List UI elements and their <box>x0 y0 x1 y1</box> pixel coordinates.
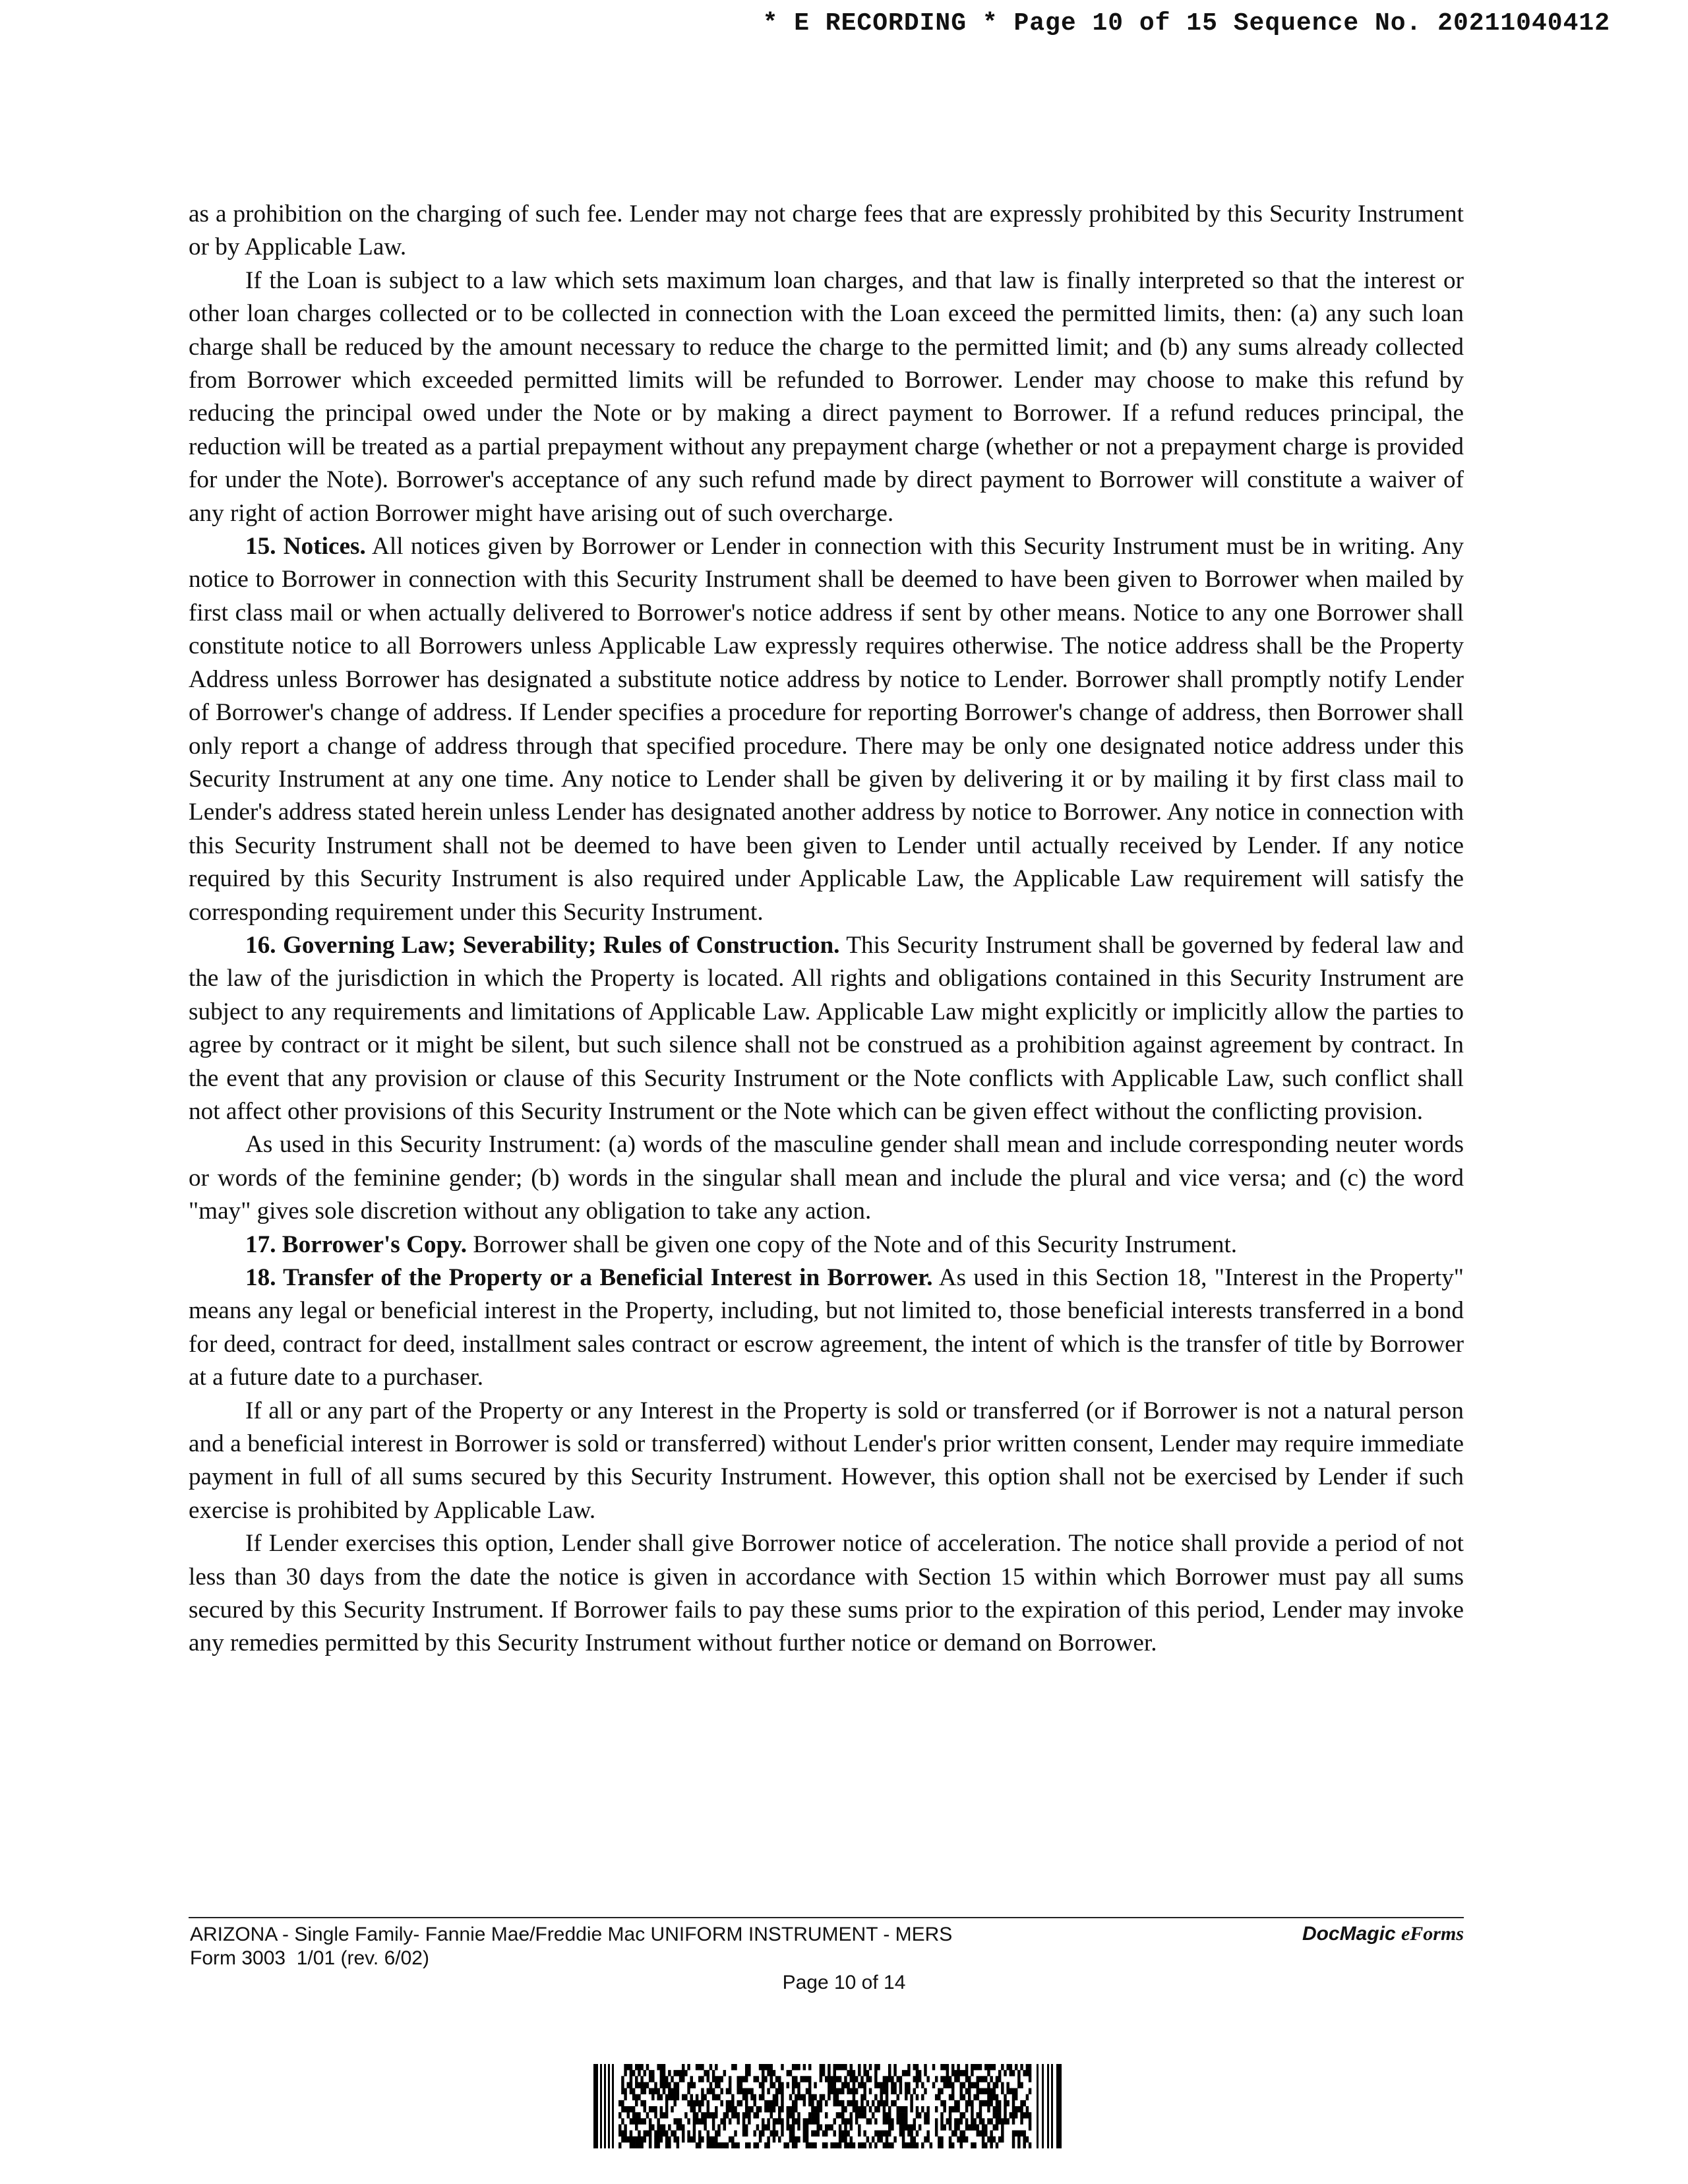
footer-divider <box>189 1917 1464 1918</box>
section-18-transfer <box>189 1261 1464 1395</box>
section-16-governing-law <box>189 929 1464 1128</box>
paragraph-construction: As used in this Security Instrument: (a) words of the masculine gender shall mean and include corresponding neuter words or words of the feminine gender; (b) words in the singular shall mean and include the plural and vice versa; and (c) the word "may" gives sole discretion without any obligation to take any action. <box>189 1131 1464 1225</box>
section-16-heading: 16. Governing Law; Severability; Rules of Construction. <box>245 931 840 959</box>
eforms-logo-text: eForms <box>1401 1923 1464 1945</box>
section-15-heading: 15. Notices. <box>245 533 366 561</box>
footer-form-line2: Form 3003 1/01 (rev. 6/02) <box>190 1947 429 1969</box>
section-18-text: As used in this Section 18, "Interest in the Property" means any legal or beneficial interest in the Property, including, but not limited to, those beneficial interests transferred in a bond for deed, contract for deed, installment sales contract or escrow agreement, the intent of which is the transfer of title by Borrower at a future date to a purchaser. <box>189 1264 1464 1391</box>
section-17-borrowers-copy <box>189 1228 1464 1261</box>
paragraph-loan-charges: If the Loan is subject to a law which sets maximum loan charges, and that law is finally interpreted so that the interest or other loan charges collected or to be collected in connection with the Loan exceed the permitted limits, then: (a) any such loan charge shall be reduced by the amount necessary to reduce the charge to the permitted limit; and (b) any sums already collected from Borrower which exceeded permitted limits will be refunded to Borrower. Lender may choose to make this refund by reducing the principal owed under the Note or by making a direct payment to Borrower. If a refund reduces principal, the reduction will be treated as a partial prepayment without any prepayment charge (whether or not a prepayment charge is provided for under the Note). Borrower's acceptance of any such refund made by direct payment to Borrower will constitute a waiver of any right of action Borrower might have arising out of such overcharge. <box>189 266 1464 527</box>
docmagic-logo-text: DocMagic <box>1302 1923 1396 1945</box>
section-15-text: All notices given by Borrower or Lender in connection with this Security Instrument must be in writing. Any notice to Borrower in connection with this Security Instrument shall be deemed to have been given to Borrower when mailed by first class mail or when actually delivered to Borrower's notice address if sent by other means. Notice to any one Borrower shall constitute notice to all Borrowers unless Applicable Law expressly requires otherwise. The notice address shall be the Property Address unless Borrower has designated a substitute notice address by notice to Lender. Borrower shall promptly notify Lender of Borrower's change of address. If Lender specifies a procedure for reporting Borrower's change of address, then Borrower shall only report a change of address through that specified procedure. There may be only one designated notice address under this Security Instrument at any one time. Any notice to Lender shall be given by delivering it or by mailing it by first class mail to Lender's address stated herein unless Lender has designated another address by notice to Borrower. Any notice in connection with this Security Instrument shall not be deemed to have been given to Lender until actually received by Lender. If any notice required by this Security Instrument is also required under Applicable Law, the Applicable Law requirement will satisfy the corresponding requirement under this Security Instrument. <box>189 533 1464 926</box>
section-17-text: Borrower shall be given one copy of the Note and of this Security Instrument. <box>473 1230 1238 1258</box>
barcode-icon <box>593 2064 1062 2148</box>
footer-form-line1: ARIZONA - Single Family- Fannie Mae/Freddie Mac UNIFORM INSTRUMENT - MERS <box>190 1924 953 1945</box>
paragraph-if-lender: If Lender exercises this option, Lender shall give Borrower notice of acceleration. The notice shall provide a period of not less than 30 days from the date the notice is given in accordance with Section 15 within which Borrower must pay all sums secured by this Security Instrument. If Borrower fails to pay these sums prior to the expiration of this period, Lender may invoke any remedies permitted by this Security Instrument without further notice or demand on Borrower. <box>189 1530 1464 1657</box>
section-18-heading: 18. Transfer of the Property or a Beneficial Interest in Borrower. <box>245 1264 933 1291</box>
docmagic-logo <box>1302 1923 1464 1945</box>
section-15-notices <box>189 530 1464 929</box>
section-17-heading: 17. Borrower's Copy. <box>245 1230 467 1258</box>
recording-stamp: * E RECORDING * Page 10 of 15 Sequence No. 20211040412 <box>762 9 1610 38</box>
document-body <box>189 198 1464 1660</box>
section-16-text: This Security Instrument shall be governed by federal law and the law of the jurisdiction in which the Property is located. All rights and obligations contained in this Security Instrument are subject to any requirements and limitations of Applicable Law. Applicable Law might explicitly or implicitly allow the parties to agree by contract or it might be silent, but such silence shall not be construed as a prohibition against agreement by contract. In the event that any provision or clause of this Security Instrument or the Note conflicts with Applicable Law, such conflict shall not affect other provisions of this Security Instrument or the Note which can be given effect without the conflicting provision. <box>189 931 1464 1125</box>
paragraph-if-all: If all or any part of the Property or any Interest in the Property is sold or transferred (or if Borrower is not a natural person and a beneficial interest in Borrower is sold or transferred) without Lender's prior written consent, Lender may require immediate payment in full of all sums secured by this Security Instrument. However, this option shall not be exercised by Lender if such exercise is prohibited by Applicable Law. <box>189 1397 1464 1524</box>
paragraph-fee-prohibition: as a prohibition on the charging of such fee. Lender may not charge fees that are expressly prohibited by this Security Instrument or by Applicable Law. <box>189 200 1464 261</box>
footer-form-info <box>190 1923 952 1970</box>
footer-page-number: Page 10 of 14 <box>782 1972 906 1993</box>
